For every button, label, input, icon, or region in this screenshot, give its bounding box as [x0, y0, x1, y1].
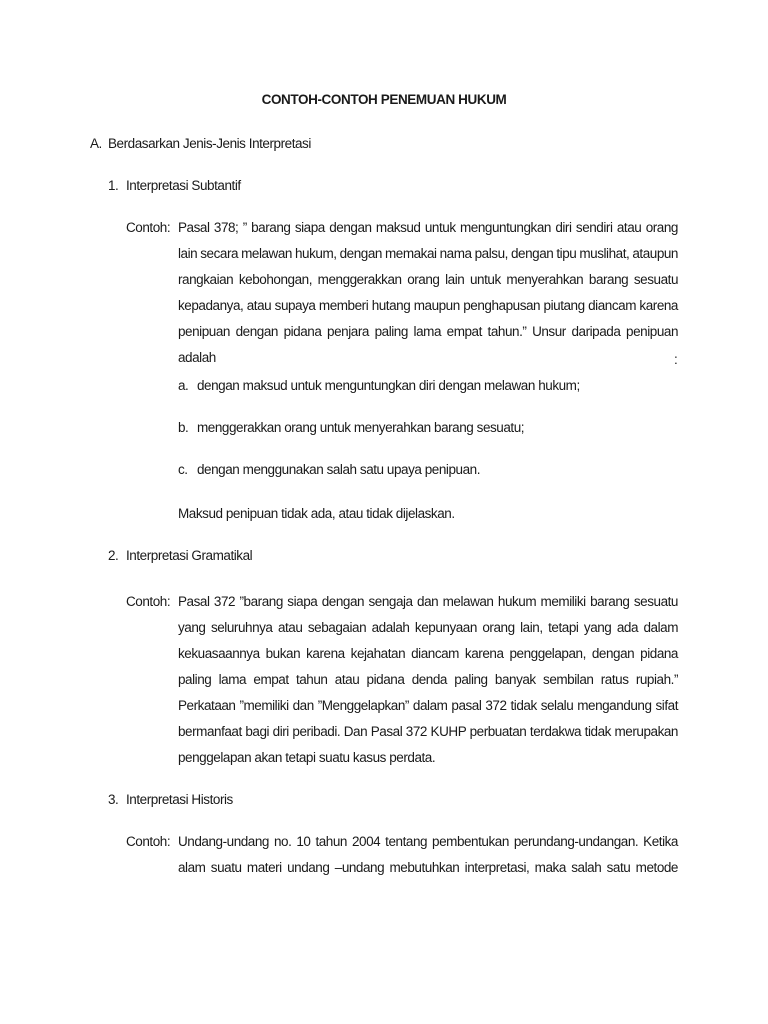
subitem-a-text: dengan maksud untuk menguntungkan diri dengan melawan hukum; — [197, 378, 580, 393]
subitem-b-marker: b. — [178, 420, 189, 435]
item-1-contoh-label: Contoh: — [126, 220, 171, 235]
item-2-contoh-label: Contoh: — [126, 594, 171, 609]
item-2-heading: Interpretasi Gramatikal — [126, 548, 253, 563]
item-1-line: Pasal 378; ” barang siapa dengan maksud untuk menguntungkan diri sendiri atau orang — [178, 220, 678, 235]
section-a-heading: Berdasarkan Jenis-Jenis Interpretasi — [108, 136, 311, 151]
subitem-c-marker: c. — [178, 462, 188, 477]
item-1-line: kepadanya, atau supaya memberi hutang maupun penghapusan piutang diancam karena — [178, 298, 678, 313]
item-2-line: Pasal 372 ”barang siapa dengan sengaja dan melawan hukum memiliki barang sesuatu — [178, 594, 678, 609]
subitem-a-marker: a. — [178, 378, 189, 393]
item-2-line: bermanfaat bagi diri peribadi. Dan Pasal 372 KUHP perbuatan terdakwa tidak merupakan — [178, 724, 678, 739]
item-2-line: kekuasaannya bukan karena kejahatan diancam karena penggelapan, dengan pidana — [178, 646, 678, 661]
item-2-line: penggelapan akan tetapi suatu kasus perdata. — [178, 750, 436, 765]
subitem-c-text: dengan menggunakan salah satu upaya penipuan. — [197, 462, 480, 477]
item-3-line: Undang-undang no. 10 tahun 2004 tentang pembentukan perundang-undangan. Ketika — [178, 834, 678, 849]
item-1-note: Maksud penipuan tidak ada, atau tidak dijelaskan. — [178, 506, 455, 521]
subitem-b-text: menggerakkan orang untuk menyerahkan barang sesuatu; — [197, 420, 525, 435]
section-a-marker: A. — [90, 136, 102, 151]
item-2-line: paling lama empat tahun atau pidana denda paling banyak sembilan ratus rupiah.” — [178, 672, 678, 687]
item-1-heading: Interpretasi Subtantif — [126, 178, 241, 193]
item-1-line: adalah — [178, 350, 216, 365]
item-1-line: penipuan dengan pidana penjara paling lama empat tahun.” Unsur daripada penipuan — [178, 324, 678, 339]
item-1-line: rangkaian kebohongan, menggerakkan orang lain untuk menyerahkan barang sesuatu — [178, 272, 678, 287]
item-1-line: lain secara melawan hukum, dengan memakai nama palsu, dengan tipu muslihat, ataupun — [178, 246, 678, 261]
item-2-line: yang seluruhnya atau sebagaian adalah kepunyaan orang lain, tetapi yang ada dalam — [178, 620, 678, 635]
item-3-line: alam suatu materi undang –undang mebutuhkan interpretasi, maka salah satu metode — [178, 860, 678, 875]
item-2-line: Perkataan ”memiliki dan ”Menggelapkan” dalam pasal 372 tidak selalu mengandung sifat — [178, 698, 678, 713]
item-3-heading: Interpretasi Historis — [126, 792, 233, 807]
item-3-marker: 3. — [108, 792, 119, 807]
item-2-marker: 2. — [108, 548, 119, 563]
document-title: CONTOH-CONTOH PENEMUAN HUKUM — [261, 92, 507, 107]
item-3-contoh-label: Contoh: — [126, 834, 171, 849]
item-1-colon: : — [674, 352, 678, 367]
item-1-marker: 1. — [108, 178, 119, 193]
